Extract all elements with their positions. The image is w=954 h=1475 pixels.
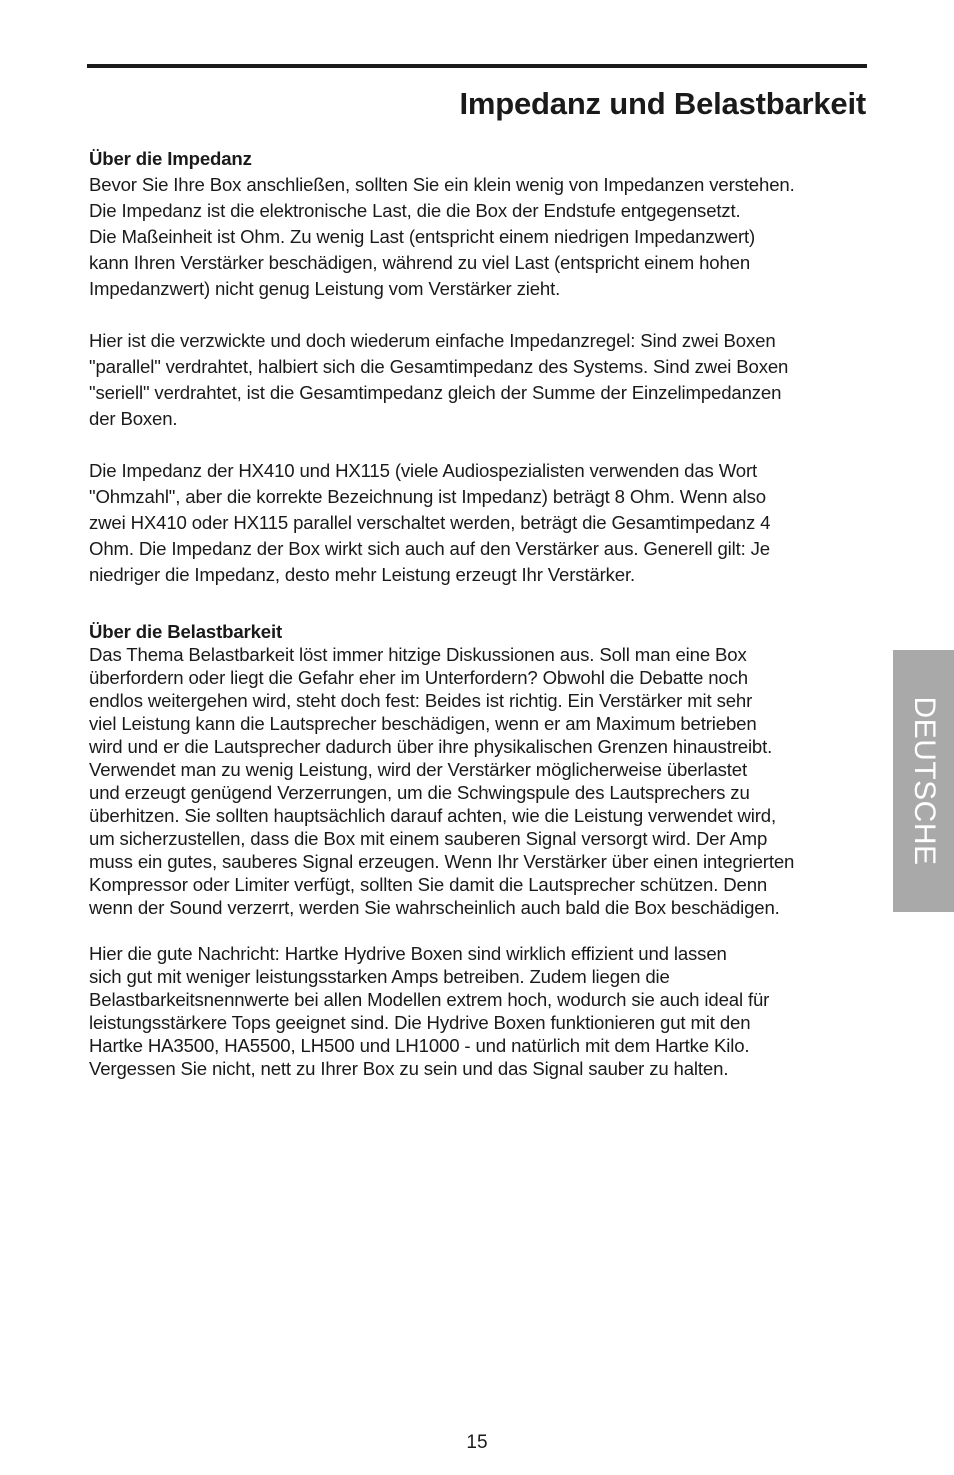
impedance-paragraph-2: Hier ist die verzwickte und doch wiederum einfache Impedanzregel: Sind zwei Boxen "parallel" verdrahtet, halbiert sich die Gesamtimpedanz des Systems. Sind zwei Boxen "seriell" verdrahtet, ist die Gesamtimpedanz gleich der Summe der Einzelimpedanzen der Boxen. — [89, 330, 789, 429]
language-side-tab-label: DEUTSCHE — [907, 696, 941, 866]
impedance-heading: Über die Impedanz — [89, 148, 252, 169]
impedance-paragraph-3: Die Impedanz der HX410 und HX115 (viele Audiospezialisten verwenden das Wort "Ohmzahl", aber die korrekte Bezeichnung ist Impedanz) beträgt 8 Ohm. Wenn also zwei HX410 oder HX115 parallel verschaltet werden, beträgt die Gesamtimpedanz 4 Ohm. Die Impedanz der Box wirkt sich auch auf den Verstärker aus. Generell gilt: Je niedriger die Impedanz, desto mehr Leistung erzeugt Ihr Verstärker. — [89, 460, 771, 585]
page-content — [89, 146, 869, 1080]
page-title: Impedanz und Belastbarkeit — [459, 86, 866, 121]
power-section — [89, 620, 869, 1080]
impedance-paragraph-1: Bevor Sie Ihre Box anschließen, sollten Sie ein klein wenig von Impedanzen verstehen. Die Impedanz ist die elektronische Last, die die Box der Endstufe entgegensetzt. Die Maßeinheit ist Ohm. Zu wenig Last (entspricht einem niedrigen Impedanzwert) kann Ihren Verstärker beschädigen, während zu viel Last (entspricht einem hohen Impedanzwert) nicht genug Leistung vom Verstärker zieht. — [89, 174, 795, 299]
power-paragraph-2: Hier die gute Nachricht: Hartke Hydrive Boxen sind wirklich effizient und lassen sich gut mit weniger leistungsstarken Amps betreiben. Zudem liegen die Belastbarkeitsnennwerte bei allen Modellen extrem hoch, wodurch sie auch ideal für leistungsstärkere Tops geeignet sind. Die Hydrive Boxen funktionieren gut mit den Hartke HA3500, HA5500, LH500 und LH1000 - und natürlich mit dem Hartke Kilo. Vergessen Sie nicht, nett zu Ihrer Box zu sein und das Signal sauber zu halten. — [89, 943, 770, 1079]
power-heading: Über die Belastbarkeit — [89, 621, 283, 642]
impedance-section — [89, 146, 869, 588]
page-number: 15 — [466, 1432, 488, 1453]
language-side-tab — [893, 650, 954, 912]
top-rule — [87, 64, 867, 68]
power-paragraph-1: Das Thema Belastbarkeit löst immer hitzige Diskussionen aus. Soll man eine Box überfordern oder liegt die Gefahr eher im Unterfordern? Obwohl die Debatte noch endlos weitergehen wird, steht doch fest: Beides ist richtig. Ein Verstärker mit sehr viel Leistung kann die Lautsprecher beschädigen, wenn er am Maximum betrieben wird und er die Lautsprecher dadurch über ihre physikalischen Grenzen hinaustreibt. Verwendet man zu wenig Leistung, wird der Verstärker möglicherweise überlastet und erzeugt genügend Verzerrungen, um die Schwingspule des Lautsprechers zu überhitzen. Sie sollten hauptsächlich darauf achten, wie die Leistung verwendet wird, um sicherzustellen, dass die Box mit einem sauberen Signal versorgt wird. Der Amp muss ein gutes, sauberes Signal erzeugen. Wenn Ihr Verstärker über einen integrierten Kompressor oder Limiter verfügt, sollten Sie damit die Lautsprecher schützen. Denn wenn der Sound verzerrt, werden Sie wahrscheinlich auch bald die Box beschädigen. — [89, 644, 795, 918]
